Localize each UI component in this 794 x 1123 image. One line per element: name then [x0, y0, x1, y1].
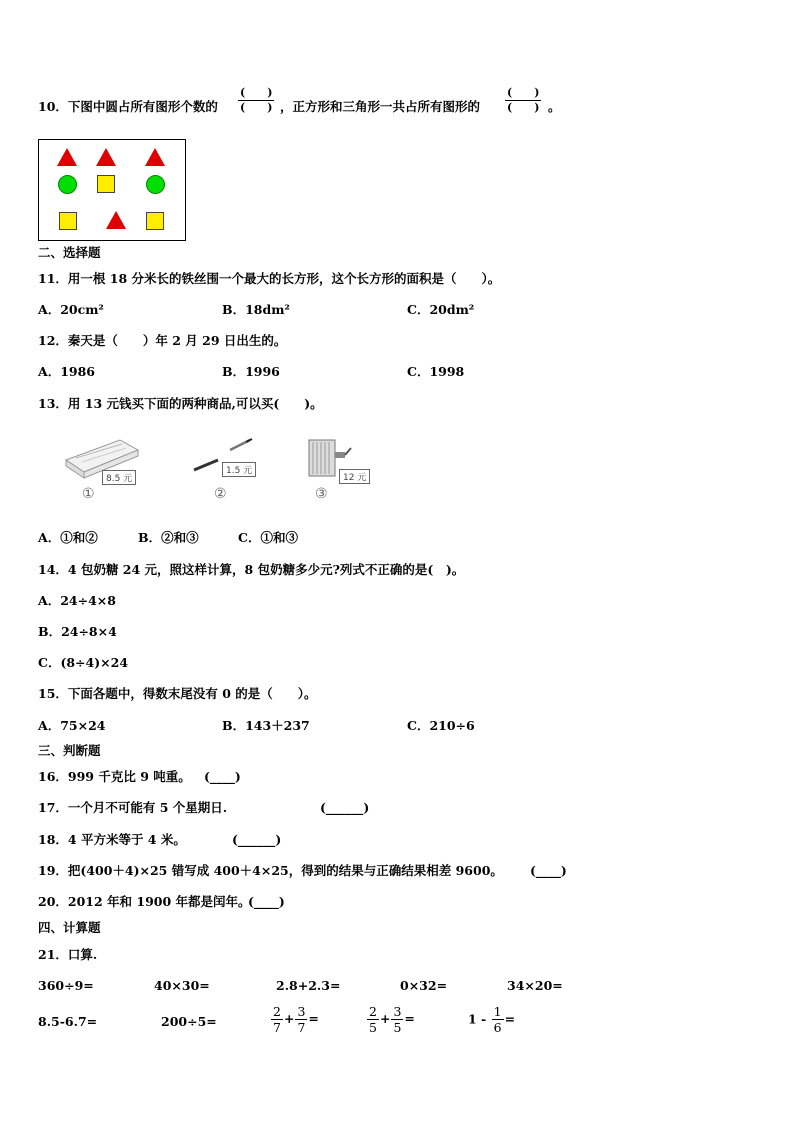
fraction: $\frac{2}{5}$: [369, 1004, 377, 1035]
calc-fraction-3: 1 - $\frac{1}{6}$ =: [468, 1004, 516, 1035]
circle-shape: [58, 175, 77, 194]
calc-item: 360÷9=: [38, 978, 94, 993]
triangle-shape: [96, 148, 116, 166]
triangle-shape: [57, 148, 77, 166]
question-21: 21．口算.: [38, 947, 98, 962]
triangle-shape: [145, 148, 165, 166]
question-18: 18．4 平方米等于 4 米。: [38, 832, 186, 847]
q16-answer-blank[interactable]: (____): [204, 769, 241, 784]
q10-frac1-denominator: ( ): [240, 101, 273, 114]
q13-item-1-price: 8.5 元: [102, 470, 136, 485]
calc-item: 34×20=: [507, 978, 563, 993]
q11-option-b: B．18dm²: [222, 302, 290, 317]
q15-option-b: B．143＋237: [222, 718, 310, 733]
q13-item-3-price: 12 元: [339, 469, 370, 484]
q17-answer-blank[interactable]: (______): [320, 800, 370, 815]
question-19: 19．把(400＋4)×25 错写成 400＋4×25，得到的结果与正确结果相差 9600。: [38, 863, 503, 878]
fraction: $\frac{3}{7}$: [297, 1004, 306, 1035]
calc-fraction-1: $\frac{2}{7}$ + $\frac{3}{7}$ =: [273, 1004, 319, 1035]
q13-item-2-label: ②: [214, 486, 227, 502]
question-14: 14．4 包奶糖 24 元，照这样计算，8 包奶糖多少元?列式不正确的是( )。: [38, 562, 465, 577]
q13-option-a: A．①和②: [38, 530, 98, 545]
section-3-title: 三、判断题: [38, 743, 101, 758]
q13-option-b: B．②和③: [138, 530, 199, 545]
triangle-shape: [106, 211, 126, 229]
section-2-title: 二、选择题: [38, 245, 101, 260]
q10-text-a: 下图中圆占所有图形个数的: [67, 99, 218, 114]
q12-option-c: C．1998: [407, 364, 465, 379]
q15-option-c: C．210÷6: [407, 718, 475, 733]
q13-option-c: C．①和③: [238, 530, 298, 545]
q12-option-a: A．1986: [38, 364, 95, 379]
q13-item-2-price: 1.5 元: [222, 462, 256, 477]
question-13: 13．用 13 元钱买下面的两种商品,可以买( )。: [38, 396, 323, 411]
question-16: 16．999 千克比 9 吨重。: [38, 769, 191, 784]
fraction: $\frac{3}{5}$: [393, 1004, 402, 1035]
q10-text-c: 。: [548, 99, 561, 114]
q10-number: 10．: [38, 99, 68, 114]
q13-item-3: [305, 432, 395, 504]
question-15: 15．下面各题中，得数末尾没有 0 的是（ ）。: [38, 686, 317, 701]
q11-option-a: A．20cm²: [38, 302, 104, 317]
question-12: 12．秦天是（ ）年 2 月 29 日出生的。: [38, 333, 287, 348]
q19-answer-blank[interactable]: (____): [530, 863, 567, 878]
q10-text-b: ，正方形和三角形一共占所有图形的: [280, 99, 481, 114]
calc-item: 2.8+2.3=: [276, 978, 341, 993]
q13-item-1: [62, 434, 152, 504]
q14-option-c: C．(8÷4)×24: [38, 655, 129, 670]
question-17: 17．一个月不可能有 5 个星期日.: [38, 800, 228, 815]
q15-option-a: A．75×24: [38, 718, 106, 733]
q13-item-2: [190, 434, 280, 504]
question-20: 20．2012 年和 1900 年都是闰年。: [38, 894, 251, 909]
calc-item: 8.5-6.7=: [38, 1014, 98, 1029]
square-shape: [97, 175, 115, 193]
q10-frac2-numerator: ( ): [507, 86, 540, 99]
calc-item: 40×30=: [154, 978, 210, 993]
section-4-title: 四、计算题: [38, 920, 101, 935]
calc-item: 200÷5=: [161, 1014, 217, 1029]
q13-item-3-label: ③: [315, 486, 328, 502]
q14-option-a: A．24÷4×8: [38, 593, 116, 608]
circle-shape: [146, 175, 165, 194]
question-11: 11．用一根 18 分米长的铁丝围一个最大的长方形，这个长方形的面积是（ ）。: [38, 271, 501, 286]
square-shape: [59, 212, 77, 230]
calc-item: 0×32=: [400, 978, 448, 993]
q10-fraction-2: [505, 86, 541, 115]
shapes-figure: [38, 139, 186, 241]
q18-answer-blank[interactable]: (______): [232, 832, 282, 847]
q11-option-c: C．20dm²: [407, 302, 475, 317]
square-shape: [146, 212, 164, 230]
q10-frac2-denominator: ( ): [507, 101, 540, 114]
q14-option-b: B．24÷8×4: [38, 624, 117, 639]
fraction: $\frac{2}{7}$: [273, 1004, 281, 1035]
q12-option-b: B．1996: [222, 364, 280, 379]
q10-fraction-1: [238, 86, 274, 115]
fraction: $\frac{1}{6}$: [493, 1004, 502, 1035]
q10-frac1-numerator: ( ): [240, 86, 273, 99]
q20-answer-blank[interactable]: (____): [248, 894, 285, 909]
calc-fraction-2: $\frac{2}{5}$ + $\frac{3}{5}$ =: [369, 1004, 415, 1035]
question-10: [38, 99, 218, 115]
q13-item-1-label: ①: [82, 486, 95, 502]
